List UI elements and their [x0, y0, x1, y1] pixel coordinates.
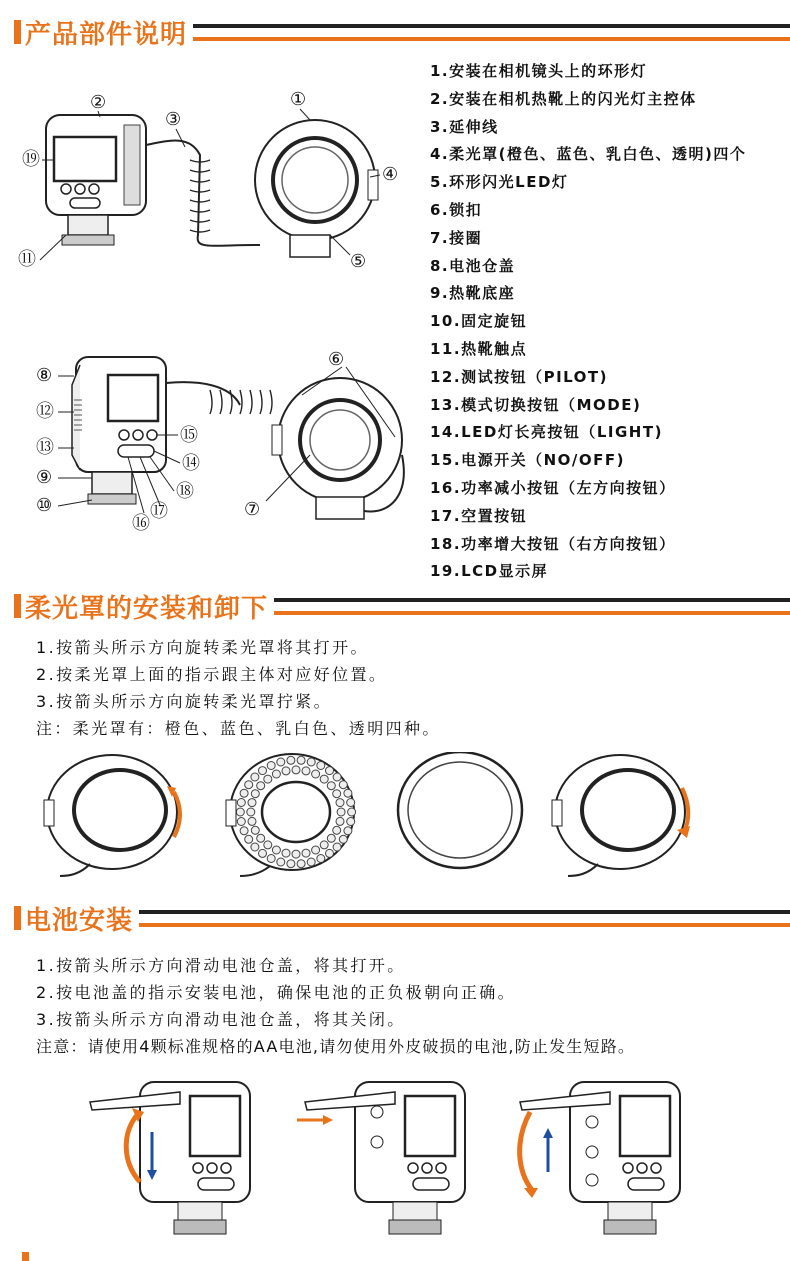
callout-6: ⑥ — [328, 349, 345, 370]
diffuser-step-ring-1 — [44, 755, 180, 876]
diffuser-step-3: 3.按箭头所示方向旋转柔光罩拧紧。 — [36, 692, 333, 711]
callout-18: ⑱ — [176, 481, 194, 502]
parts-list-item: 15.电源开关（NO/OFF) — [430, 451, 625, 470]
led-dot — [248, 817, 256, 825]
callout-16: ⑯ — [132, 513, 150, 534]
led-dot — [312, 770, 320, 778]
callout-13: ⑬ — [36, 437, 54, 458]
parts-list-item: 9.热靴底座 — [430, 284, 516, 303]
led-dot — [287, 756, 295, 764]
battery-instructions — [36, 952, 635, 1060]
led-dot — [337, 808, 345, 816]
led-dot — [326, 849, 334, 857]
parts-list-item: 4.柔光罩(橙色、蓝色、乳白色、透明)四个 — [430, 145, 747, 164]
led-dot — [327, 834, 335, 842]
led-dot — [339, 781, 347, 789]
diffuser-cap — [398, 752, 522, 868]
next-section-peek — [22, 1252, 422, 1261]
led-dot — [259, 849, 267, 857]
parts-list-item: 19.LCD显示屏 — [430, 562, 549, 581]
led-dot — [347, 818, 355, 826]
led-dot — [277, 758, 285, 766]
callout-1: ① — [290, 89, 307, 110]
led-dot — [272, 846, 280, 854]
parts-list-item: 6.锁扣 — [430, 200, 483, 219]
section-marker — [14, 906, 21, 930]
led-dot — [327, 782, 335, 790]
callout-5: ⑤ — [350, 251, 367, 272]
section-title-parts: 产品部件说明 — [25, 19, 188, 50]
parts-list-item: 3.延伸线 — [430, 117, 499, 136]
led-dot — [245, 835, 253, 843]
diffuser-step-2: 2.按柔光罩上面的指示跟主体对应好位置。 — [36, 665, 388, 684]
callout-15: ⑮ — [180, 425, 198, 446]
led-dot — [251, 826, 259, 834]
led-dot — [333, 843, 341, 851]
callout-17: ⑰ — [150, 501, 168, 522]
curved-arrow-icon — [520, 1112, 532, 1190]
section-header-battery — [14, 900, 790, 936]
led-dot — [320, 841, 328, 849]
led-dot — [257, 782, 265, 790]
led-dot — [251, 790, 259, 798]
parts-list-item: 18.功率增大按钮（右方向按钮） — [430, 534, 676, 553]
led-dot — [247, 808, 255, 816]
parts-list-item: 12.测试按钮（PILOT) — [430, 367, 609, 386]
callout-2: ② — [90, 92, 107, 113]
led-dot — [240, 789, 248, 797]
led-dot — [333, 826, 341, 834]
led-dot — [287, 860, 295, 868]
parts-list-item: 2.安装在相机热靴上的闪光灯主控体 — [430, 89, 697, 108]
callout-11: ⑪ — [18, 249, 36, 270]
led-dot — [336, 799, 344, 807]
diffuser-diagrams — [30, 752, 770, 892]
led-dot — [302, 767, 310, 775]
section-divider — [193, 24, 790, 41]
led-dot — [320, 775, 328, 783]
battery-step-3: 3.按箭头所示方向滑动电池仓盖，将其关闭。 — [36, 1010, 406, 1029]
battery-note: 注意：请使用4颗标准规格的AA电池,请勿使用外皮破损的电池,防止发生短路。 — [36, 1037, 636, 1056]
parts-list-item: 10.固定旋钮 — [430, 312, 528, 331]
callout-10: ⑩ — [36, 495, 53, 516]
led-dot — [272, 770, 280, 778]
section-title-diffuser: 柔光罩的安装和卸下 — [25, 593, 269, 624]
parts-list-item: 13.模式切换按钮（MODE) — [430, 395, 642, 414]
led-dot — [297, 860, 305, 868]
led-dot — [348, 808, 356, 816]
diffuser-step-ring-2 — [226, 754, 356, 876]
diffuser-step-1: 1.按箭头所示方向旋转柔光罩将其打开。 — [36, 638, 369, 657]
led-dot — [277, 858, 285, 866]
section-marker — [14, 20, 21, 44]
led-dot — [344, 789, 352, 797]
parts-diagram-front — [10, 85, 420, 285]
led-dot — [312, 846, 320, 854]
led-dot — [259, 767, 267, 775]
battery-step-1-diagram — [90, 1082, 250, 1234]
led-dot — [317, 855, 325, 863]
battery-step-2-diagram — [297, 1082, 465, 1234]
callout-3: ③ — [165, 109, 182, 130]
led-dot — [248, 799, 256, 807]
callout-8: ⑧ — [36, 365, 53, 386]
section-divider — [274, 598, 790, 615]
led-dot — [347, 799, 355, 807]
led-dot — [257, 834, 265, 842]
led-dot — [317, 762, 325, 770]
led-dot — [302, 849, 310, 857]
parts-list-item: 5.环形闪光LED灯 — [430, 173, 569, 192]
parts-list — [430, 58, 746, 586]
led-dot — [339, 835, 347, 843]
led-dot — [333, 790, 341, 798]
led-dot — [307, 858, 315, 866]
led-dot — [282, 849, 290, 857]
callout-4: ④ — [382, 164, 399, 185]
parts-list-item: 14.LED灯长亮按钮（LIGHT) — [430, 423, 663, 442]
callout-7: ⑦ — [244, 499, 261, 520]
led-dot — [264, 775, 272, 783]
led-dot — [326, 767, 334, 775]
battery-step-3-diagram — [520, 1082, 680, 1234]
parts-list-item: 17.空置按钮 — [430, 506, 528, 525]
curved-arrow-icon — [126, 1114, 140, 1182]
section-title-battery: 电池安装 — [25, 905, 134, 936]
section-divider — [139, 910, 790, 927]
section-header-parts — [14, 14, 790, 50]
parts-list-item: 16.功率减小按钮（左方向按钮） — [430, 478, 676, 497]
led-dot — [237, 799, 245, 807]
parts-list-item: 1.安装在相机镜头上的环形灯 — [430, 62, 648, 80]
led-dot — [292, 850, 300, 858]
callout-19: ⑲ — [22, 149, 40, 170]
led-dot — [292, 766, 300, 774]
led-dot — [240, 827, 248, 835]
led-dot — [264, 841, 272, 849]
led-dot — [344, 827, 352, 835]
led-dot — [307, 758, 315, 766]
led-dot — [236, 808, 244, 816]
callout-12: ⑫ — [36, 401, 54, 422]
parts-diagram-side — [10, 345, 420, 535]
parts-list-item: 11.热靴触点 — [430, 339, 528, 358]
diffuser-instructions — [36, 634, 441, 742]
callout-9: ⑨ — [36, 467, 53, 488]
led-dot — [336, 817, 344, 825]
diffuser-step-ring-4 — [552, 755, 690, 876]
battery-step-1: 1.按箭头所示方向滑动电池仓盖，将其打开。 — [36, 956, 406, 975]
battery-diagrams — [80, 1072, 710, 1242]
section-header-diffuser — [14, 588, 790, 624]
parts-list-item: 8.电池仓盖 — [430, 256, 516, 275]
diffuser-note: 注：柔光罩有：橙色、蓝色、乳白色、透明四种。 — [36, 719, 441, 738]
battery-step-2: 2.按电池盖的指示安装电池，确保电池的正负极朝向正确。 — [36, 983, 517, 1002]
led-dot — [251, 773, 259, 781]
led-dot — [282, 767, 290, 775]
led-dot — [245, 781, 253, 789]
section-marker — [14, 594, 21, 618]
callout-14: ⑭ — [182, 453, 200, 474]
led-dot — [237, 818, 245, 826]
led-dot — [333, 773, 341, 781]
led-dot — [267, 855, 275, 863]
parts-list-item: 7.接圈 — [430, 228, 483, 247]
led-dot — [297, 756, 305, 764]
led-dot — [251, 843, 259, 851]
led-dot — [267, 762, 275, 770]
